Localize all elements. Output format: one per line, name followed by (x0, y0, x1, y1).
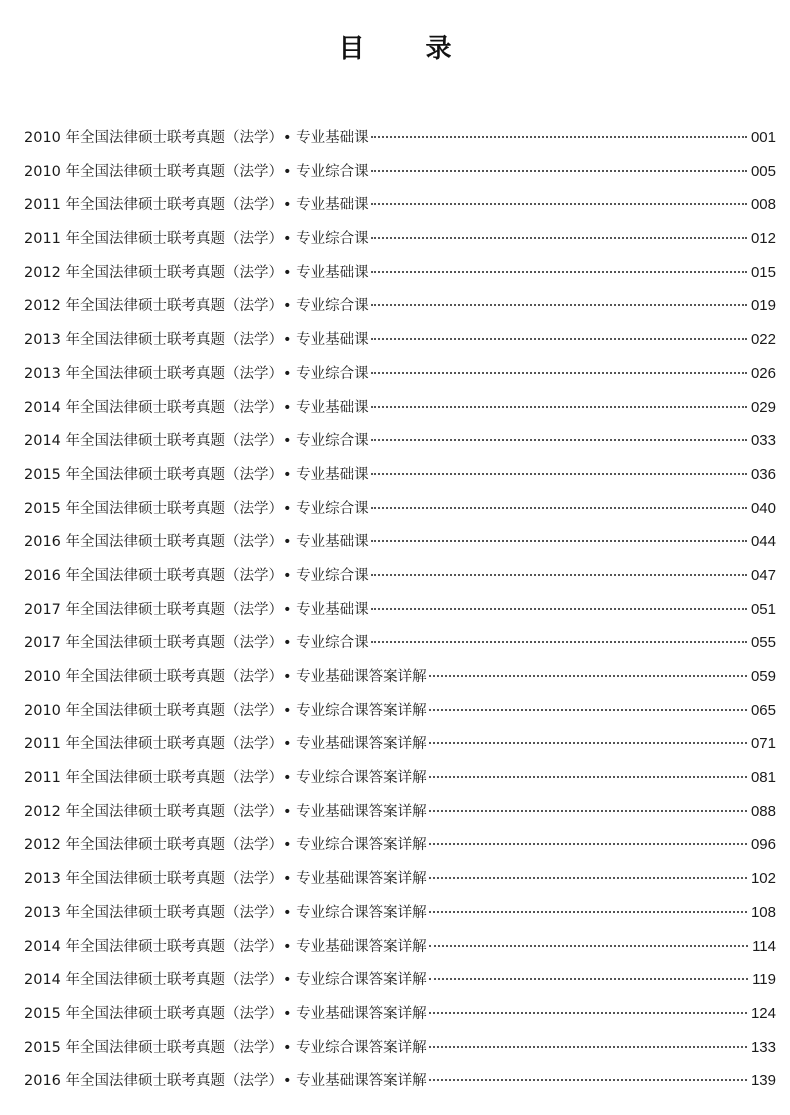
toc-entry[interactable] (24, 121, 776, 155)
dot-leader (371, 438, 747, 441)
toc-entry[interactable] (24, 997, 776, 1031)
toc-page-number: 012 (750, 230, 776, 248)
dot-leader (429, 775, 747, 778)
toc-entry-title: 2015 年全国法律硕士联考真题（法学）• 专业综合课答案详解 (24, 1039, 427, 1056)
dot-leader (371, 539, 747, 542)
toc-entry-title: 2012 年全国法律硕士联考真题（法学）• 专业基础课答案详解 (24, 803, 427, 820)
toc-entry[interactable] (24, 694, 776, 728)
toc-entry[interactable] (24, 1031, 776, 1065)
toc-page-number: 055 (750, 634, 776, 652)
toc-entry-title: 2011 年全国法律硕士联考真题（法学）• 专业综合课答案详解 (24, 770, 427, 787)
toc-entry[interactable] (24, 660, 776, 694)
toc-page-number: 096 (750, 836, 776, 854)
dot-leader (371, 169, 747, 172)
toc-entry[interactable] (24, 795, 776, 829)
dot-leader (429, 741, 747, 744)
toc-entry-title: 2012 年全国法律硕士联考真题（法学）• 专业综合课答案详解 (24, 837, 427, 854)
toc-entry[interactable] (24, 492, 776, 526)
toc-entry-title: 2016 年全国法律硕士联考真题（法学）• 专业基础课 (24, 534, 369, 551)
toc-entry-title: 2012 年全国法律硕士联考真题（法学）• 专业综合课 (24, 298, 369, 315)
toc-entry-title: 2016 年全国法律硕士联考真题（法学）• 专业综合课 (24, 567, 369, 584)
toc-page-number: 029 (750, 398, 776, 416)
toc-page-number: 044 (750, 533, 776, 551)
table-of-contents (24, 121, 776, 1098)
toc-entry[interactable] (24, 828, 776, 862)
toc-page-number: 133 (750, 1038, 776, 1056)
toc-page-number: 119 (752, 971, 776, 989)
dot-leader (429, 809, 747, 812)
toc-entry-title: 2015 年全国法律硕士联考真题（法学）• 专业基础课 (24, 466, 369, 483)
dot-leader (429, 876, 747, 879)
toc-entry-title: 2014 年全国法律硕士联考真题（法学）• 专业综合课 (24, 433, 369, 450)
toc-entry[interactable] (24, 896, 776, 930)
toc-entry-title: 2010 年全国法律硕士联考真题（法学）• 专业基础课 (24, 130, 369, 146)
toc-page-number: 059 (750, 668, 776, 685)
toc-entry-title: 2011 年全国法律硕士联考真题（法学）• 专业基础课答案详解 (24, 736, 427, 753)
dot-leader (429, 842, 747, 845)
toc-entry[interactable] (24, 963, 776, 997)
dot-leader (371, 270, 747, 273)
toc-page-number: 036 (750, 465, 776, 483)
dot-leader (371, 640, 747, 643)
toc-page-number: 001 (750, 129, 776, 146)
toc-page-number: 051 (750, 600, 776, 618)
toc-page-number: 033 (750, 432, 776, 450)
toc-page-number: 108 (750, 903, 776, 921)
toc-entry[interactable] (24, 626, 776, 660)
dot-leader (429, 674, 747, 677)
toc-entry[interactable] (24, 727, 776, 761)
toc-entry-title: 2014 年全国法律硕士联考真题（法学）• 专业综合课答案详解 (24, 972, 427, 989)
dot-leader (429, 910, 747, 913)
dot-leader (371, 506, 747, 509)
toc-entry[interactable] (24, 155, 776, 189)
toc-entry[interactable] (24, 391, 776, 425)
toc-entry-title: 2014 年全国法律硕士联考真题（法学）• 专业基础课 (24, 399, 369, 416)
dot-leader (429, 1045, 747, 1048)
dot-leader (429, 977, 748, 980)
dot-leader (371, 135, 747, 138)
dot-leader (429, 708, 747, 711)
toc-entry[interactable] (24, 559, 776, 593)
toc-page-number: 019 (750, 297, 776, 315)
toc-page-number: 047 (750, 566, 776, 584)
toc-page-number: 088 (750, 802, 776, 820)
toc-entry[interactable] (24, 458, 776, 492)
dot-leader (371, 236, 747, 239)
toc-entry[interactable] (24, 424, 776, 458)
toc-entry-title: 2014 年全国法律硕士联考真题（法学）• 专业基础课答案详解 (24, 938, 427, 955)
toc-entry-title: 2010 年全国法律硕士联考真题（法学）• 专业综合课答案详解 (24, 702, 427, 719)
toc-entry-title: 2017 年全国法律硕士联考真题（法学）• 专业基础课 (24, 601, 369, 618)
dot-leader (429, 944, 748, 947)
toc-entry[interactable] (24, 1064, 776, 1098)
toc-page-number: 008 (750, 196, 776, 214)
toc-entry[interactable] (24, 289, 776, 323)
toc-entry-title: 2010 年全国法律硕士联考真题（法学）• 专业综合课 (24, 163, 369, 180)
toc-page-number: 139 (750, 1072, 776, 1090)
toc-entry[interactable] (24, 862, 776, 896)
toc-page-number: 102 (750, 870, 776, 888)
toc-entry-title: 2011 年全国法律硕士联考真题（法学）• 专业基础课 (24, 197, 369, 214)
toc-page-number: 114 (752, 937, 776, 955)
toc-entry-title: 2013 年全国法律硕士联考真题（法学）• 专业基础课答案详解 (24, 871, 427, 888)
toc-page-number: 026 (750, 364, 776, 382)
toc-entry[interactable] (24, 930, 776, 964)
toc-entry[interactable] (24, 222, 776, 256)
toc-entry[interactable] (24, 593, 776, 627)
toc-entry[interactable] (24, 256, 776, 290)
toc-entry-title: 2013 年全国法律硕士联考真题（法学）• 专业综合课 (24, 365, 369, 382)
toc-entry-title: 2016 年全国法律硕士联考真题（法学）• 专业基础课答案详解 (24, 1073, 427, 1090)
dot-leader (371, 337, 747, 340)
dot-leader (371, 472, 747, 475)
dot-leader (371, 303, 747, 306)
toc-entry-title: 2011 年全国法律硕士联考真题（法学）• 专业综合课 (24, 231, 369, 248)
toc-entry-title: 2015 年全国法律硕士联考真题（法学）• 专业基础课答案详解 (24, 1005, 427, 1022)
toc-page-number: 071 (750, 735, 776, 753)
dot-leader (371, 573, 747, 576)
toc-entry-title: 2010 年全国法律硕士联考真题（法学）• 专业基础课答案详解 (24, 669, 427, 685)
dot-leader (371, 607, 747, 610)
toc-page-number: 040 (750, 499, 776, 517)
toc-entry[interactable] (24, 357, 776, 391)
toc-page-number: 015 (750, 263, 776, 281)
toc-entry[interactable] (24, 761, 776, 795)
toc-entry-title: 2013 年全国法律硕士联考真题（法学）• 专业基础课 (24, 332, 369, 349)
toc-page-number: 005 (750, 162, 776, 180)
dot-leader (429, 1078, 747, 1081)
toc-heading: 目 录 (338, 34, 478, 64)
dot-leader (371, 405, 747, 408)
toc-page-number: 081 (750, 769, 776, 787)
dot-leader (371, 371, 747, 374)
toc-page-number: 022 (750, 331, 776, 349)
dot-leader (371, 202, 747, 205)
toc-entry-title: 2012 年全国法律硕士联考真题（法学）• 专业基础课 (24, 264, 369, 281)
toc-page-number: 065 (750, 701, 776, 719)
toc-entry[interactable] (24, 525, 776, 559)
toc-entry[interactable] (24, 188, 776, 222)
toc-entry-title: 2013 年全国法律硕士联考真题（法学）• 专业综合课答案详解 (24, 904, 427, 921)
dot-leader (429, 1011, 747, 1014)
toc-page-number: 124 (750, 1004, 776, 1022)
toc-entry-title: 2017 年全国法律硕士联考真题（法学）• 专业综合课 (24, 635, 369, 652)
toc-entry-title: 2015 年全国法律硕士联考真题（法学）• 专业综合课 (24, 500, 369, 517)
toc-entry[interactable] (24, 323, 776, 357)
